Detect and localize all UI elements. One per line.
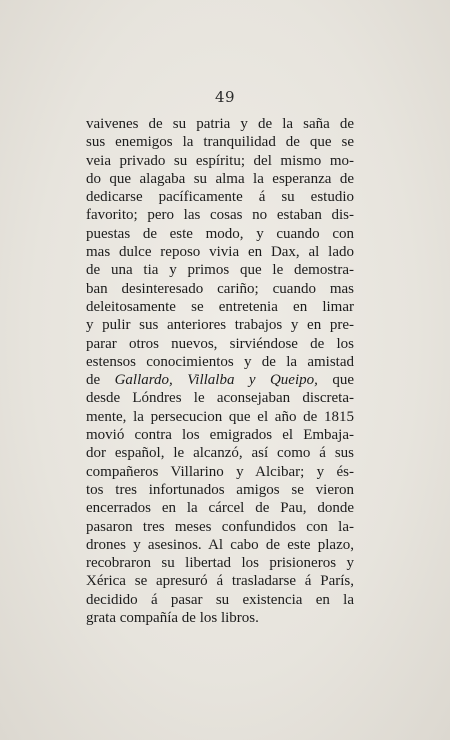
text-line: de una tia y primos que le demostra-: [86, 262, 354, 279]
text-line: recobraron su libertad los prisioneros y: [86, 555, 354, 572]
text-line: estensos conocimientos y de la amistad: [86, 353, 354, 370]
text-line: favorito; pero las cosas no estaban dis-: [86, 207, 354, 224]
text-line: ban desinteresado cariño; cuando mas: [86, 280, 354, 297]
text-line: vaivenes de su patria y de la saña de: [86, 116, 354, 132]
text-line: deleitosamente se entretenia en limar: [86, 298, 354, 315]
body-paragraph: [86, 115, 354, 627]
line-prefix: de: [86, 372, 115, 389]
text-line: movió contra los emigrados el Embaja-: [86, 427, 354, 444]
text-line: parar otros nuevos, sirviéndose de los: [86, 335, 354, 352]
text-line: dor español, le alcanzó, así como á sus: [86, 445, 354, 462]
text-line: puestas de este modo, y cuando con: [86, 225, 354, 242]
italic-names: Gallardo, Villalba y Queipo,: [114, 372, 318, 389]
text-line: encerrados en la cárcel de Pau, donde: [86, 500, 354, 517]
text-line: decidido á pasar su existencia en la: [86, 591, 354, 608]
text-line-last: grata compañía de los libros.: [86, 610, 259, 627]
text-line: do que alagaba su alma la esperanza de: [86, 170, 354, 187]
text-line: desde Lóndres le aconsejaban discreta-: [86, 390, 354, 407]
text-line: y pulir sus anteriores trabajos y en pre-: [86, 317, 354, 334]
text-line: mente, la persecucion que el año de 1815: [86, 408, 354, 425]
text-line: compañeros Villarino y Alcibar; y és-: [86, 463, 354, 480]
text-line: Xérica se apresuró á trasladarse á París,: [86, 573, 354, 590]
text-line: mas dulce reposo vivia en Dax, al lado: [86, 244, 354, 261]
line-suffix: que: [317, 372, 354, 389]
text-line: drones y asesinos. Al cabo de este plazo,: [86, 536, 354, 553]
text-line: pasaron tres meses confundidos con la-: [86, 518, 354, 535]
text-line-with-names: [86, 371, 354, 389]
text-line: tos tres infortunados amigos se vieron: [86, 481, 354, 498]
text-line: sus enemigos la tranquilidad de que se: [86, 134, 354, 151]
page-number: 49: [214, 88, 236, 106]
text-line: veia privado su espíritu; del mismo mo-: [86, 152, 354, 169]
text-line: dedicarse pacíficamente á su estudio: [86, 189, 354, 206]
